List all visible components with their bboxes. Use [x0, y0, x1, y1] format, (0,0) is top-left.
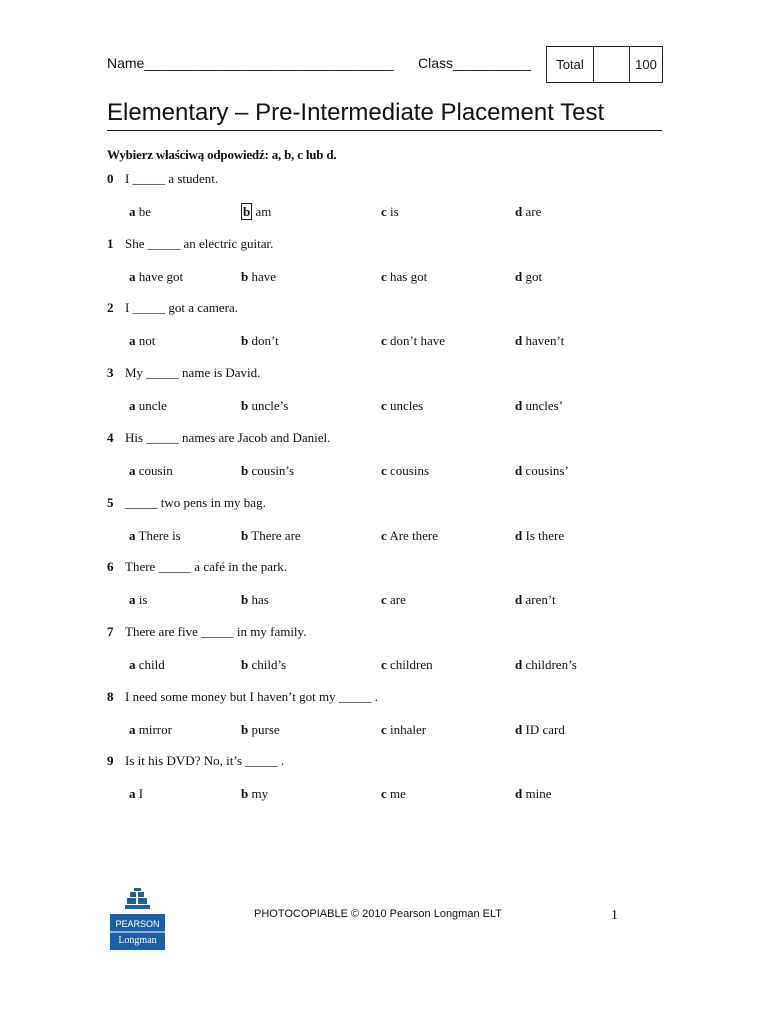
option-text: has: [248, 592, 269, 608]
answer-option-c[interactable]: [381, 657, 433, 673]
answer-option-d[interactable]: [515, 204, 541, 220]
option-letter: c: [381, 204, 387, 219]
answer-option-b[interactable]: [241, 204, 271, 220]
logo-brand-longman: Longman: [118, 935, 157, 946]
option-letter: d: [515, 592, 523, 608]
option-text: be: [135, 204, 152, 219]
option-text: cousin: [135, 462, 173, 478]
option-text: uncle’s: [248, 398, 289, 414]
total-score-box: [546, 46, 663, 83]
question-text: I _____ a student.: [125, 171, 219, 186]
answer-option-c[interactable]: [381, 592, 406, 608]
option-text: not: [135, 333, 156, 349]
option-text: don’t: [248, 333, 279, 349]
option-text: don’t have: [386, 333, 446, 349]
option-letter: c: [381, 268, 387, 284]
answer-option-c[interactable]: [381, 398, 423, 414]
question-number: 7: [107, 623, 114, 639]
answer-option-a[interactable]: [129, 463, 173, 479]
answer-option-c[interactable]: [381, 333, 445, 349]
answer-option-c[interactable]: [381, 528, 438, 544]
answer-option-b[interactable]: [241, 463, 294, 479]
option-letter: b: [241, 268, 249, 284]
option-letter: b: [241, 786, 249, 802]
option-letter: b: [241, 592, 249, 608]
question-number: 9: [107, 753, 114, 769]
class-field-label: Class__________: [418, 55, 531, 71]
option-text: is: [135, 592, 148, 608]
option-text: children: [386, 656, 433, 672]
answer-option-d[interactable]: [515, 398, 563, 414]
option-letter: d: [515, 268, 523, 284]
name-field-label: Name________________________________: [107, 55, 394, 71]
option-letter: c: [381, 721, 387, 737]
option-text: aren’t: [522, 592, 556, 608]
option-letter: b: [241, 656, 249, 672]
option-text: me: [386, 786, 406, 802]
question-text: She _____ an electric guitar.: [125, 235, 274, 251]
option-letter: a: [129, 786, 136, 802]
answer-option-b[interactable]: [241, 722, 280, 738]
answer-option-c[interactable]: [381, 204, 399, 220]
question-text: Is it his DVD? No, it’s _____ .: [125, 753, 285, 769]
question-text: There are five _____ in my family.: [125, 623, 307, 639]
answer-option-b[interactable]: [241, 528, 301, 544]
option-text: ID card: [522, 721, 565, 737]
question-text: My _____ name is David.: [125, 365, 261, 381]
question-number: 2: [107, 300, 114, 316]
answer-option-c[interactable]: [381, 722, 426, 738]
answer-option-a[interactable]: [129, 786, 143, 802]
option-letter: d: [515, 721, 523, 737]
answer-option-c[interactable]: [381, 786, 406, 802]
option-text: cousins: [386, 462, 430, 478]
option-letter: c: [381, 462, 387, 478]
total-score-field: [594, 47, 630, 82]
option-letter: b: [241, 462, 249, 478]
answer-option-a[interactable]: [129, 528, 181, 544]
answer-option-b[interactable]: [241, 269, 276, 285]
page-title: Elementary – Pre-Intermediate Placement Test: [107, 99, 605, 126]
option-text: have got: [135, 268, 184, 284]
option-text: is: [386, 204, 399, 219]
option-letter: d: [515, 656, 523, 672]
option-letter: d: [515, 786, 523, 802]
question-text: I need some money but I haven’t got my _____ .: [125, 688, 378, 704]
answer-option-a[interactable]: [129, 657, 165, 673]
option-text: There are: [248, 527, 301, 543]
answer-option-b[interactable]: [241, 398, 288, 414]
question-number: 1: [107, 235, 114, 251]
answer-option-b[interactable]: [241, 657, 286, 673]
option-text: haven’t: [522, 333, 565, 349]
answer-option-a[interactable]: [129, 398, 167, 414]
option-letter: c: [381, 398, 387, 414]
option-text: Is there: [522, 527, 565, 543]
option-text: my: [248, 786, 269, 802]
answer-option-a[interactable]: [129, 269, 183, 285]
answer-option-d[interactable]: [515, 333, 564, 349]
answer-option-d[interactable]: [515, 786, 551, 802]
option-text: are: [386, 592, 406, 608]
option-text: cousin’s: [248, 462, 295, 478]
option-letter: a: [129, 268, 136, 284]
option-letter: c: [381, 592, 387, 608]
option-letter: a: [129, 204, 136, 219]
page-number: 1: [611, 908, 618, 923]
option-text: am: [252, 204, 272, 219]
question-text: I _____ got a camera.: [125, 300, 238, 316]
answer-option-b[interactable]: [241, 786, 268, 802]
answer-option-a[interactable]: [129, 204, 151, 220]
title-underline: [107, 130, 662, 131]
option-text: uncles: [386, 398, 424, 414]
question-number: 6: [107, 559, 114, 575]
option-letter: b: [241, 527, 249, 543]
option-letter: a: [129, 527, 136, 543]
option-letter: c: [381, 333, 387, 349]
question-text: There _____ a café in the park.: [125, 559, 288, 575]
option-letter: c: [381, 786, 387, 802]
question-number: 3: [107, 365, 114, 381]
total-label: Total: [547, 47, 594, 82]
option-letter: d: [515, 204, 523, 219]
option-letter: c: [381, 656, 387, 672]
footer-copyright: PHOTOCOPIABLE © 2010 Pearson Longman ELT: [254, 908, 502, 920]
option-letter: a: [129, 721, 136, 737]
answer-option-b[interactable]: [241, 333, 279, 349]
option-text: mirror: [135, 721, 172, 737]
total-max: 100: [635, 57, 657, 72]
option-text: uncle: [135, 398, 167, 414]
option-letter: a: [129, 333, 136, 349]
option-text: Are there: [386, 527, 439, 543]
option-letter: a: [129, 656, 136, 672]
instruction: Wybierz właściwą odpowiedź: a, b, c lub d.: [107, 147, 337, 162]
question-number: 4: [107, 429, 114, 445]
answer-option-b[interactable]: [241, 592, 269, 608]
option-text: There is: [135, 527, 181, 543]
option-text: has got: [386, 268, 428, 284]
option-text: cousins’: [522, 462, 569, 478]
option-text: purse: [248, 721, 280, 737]
answer-option-c[interactable]: [381, 463, 429, 479]
option-text: I: [135, 786, 144, 802]
option-text: have: [248, 268, 277, 284]
option-text: mine: [522, 786, 552, 802]
answer-option-a[interactable]: [129, 592, 147, 608]
question-text: His _____ names are Jacob and Daniel.: [125, 429, 331, 445]
option-text: child’s: [248, 656, 287, 672]
option-letter: a: [129, 398, 136, 414]
option-letter: b: [243, 204, 251, 219]
option-letter: c: [381, 527, 387, 543]
answer-option-a[interactable]: [129, 722, 172, 738]
option-letter: b: [241, 398, 249, 414]
option-text: inhaler: [386, 721, 427, 737]
option-letter: a: [129, 462, 136, 478]
answer-option-d[interactable]: [515, 528, 564, 544]
question-number: 0: [107, 171, 114, 186]
answer-option-a[interactable]: [129, 333, 155, 349]
question-number: 8: [107, 688, 114, 704]
answer-option-d[interactable]: [515, 657, 577, 673]
answer-option-d[interactable]: [515, 722, 565, 738]
option-text: uncles’: [522, 398, 564, 414]
question-number: 5: [107, 494, 114, 510]
option-letter: b: [241, 333, 249, 349]
answer-option-d[interactable]: [515, 592, 556, 608]
option-text: children’s: [522, 656, 577, 672]
answer-option-d[interactable]: [515, 463, 569, 479]
logo-brand-pearson: PEARSON: [115, 919, 160, 929]
answer-option-c[interactable]: [381, 269, 427, 285]
question-text: _____ two pens in my bag.: [125, 494, 266, 510]
option-letter: d: [515, 527, 523, 543]
option-letter: d: [515, 398, 523, 414]
pearson-longman-logo: [110, 886, 165, 950]
option-letter: d: [515, 333, 523, 349]
answer-option-d[interactable]: [515, 269, 542, 285]
option-text: are: [522, 204, 542, 219]
option-letter: b: [241, 721, 249, 737]
option-letter: a: [129, 592, 136, 608]
ship-icon: [125, 888, 150, 909]
option-letter: d: [515, 462, 523, 478]
option-text: got: [522, 268, 543, 284]
option-text: child: [135, 656, 165, 672]
